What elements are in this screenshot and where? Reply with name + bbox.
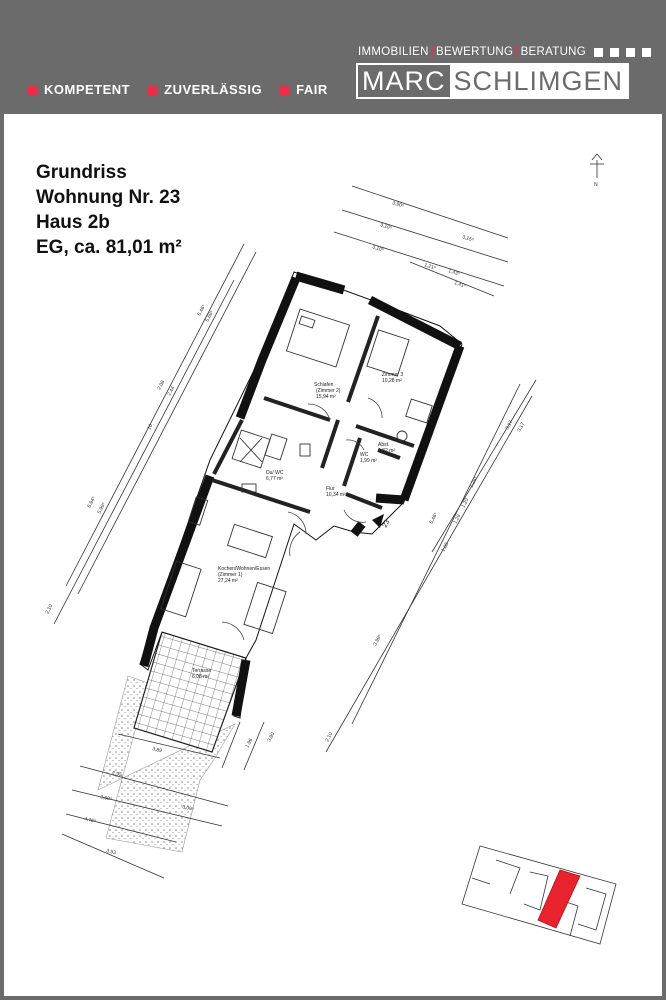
svg-text:10,28 m²: 10,28 m²: [382, 378, 402, 384]
tag-kompetent: KOMPETENT: [28, 82, 130, 97]
svg-text:5,94⁵: 5,94⁵: [86, 495, 98, 509]
svg-text:WC: WC: [360, 452, 369, 458]
svg-text:10,34 m²: 10,34 m²: [326, 492, 346, 498]
svg-text:1,43⁵: 1,43⁵: [447, 268, 461, 278]
svg-text:Kochen/Wohnen/Essen: Kochen/Wohnen/Essen: [218, 566, 271, 572]
plan-title: Grundriss Wohnung Nr. 23 Haus 2b EG, ca. 81,01 m²: [36, 162, 182, 258]
svg-text:27,24 m²: 27,24 m²: [218, 578, 238, 584]
svg-text:3,17: 3,17: [504, 419, 515, 431]
svg-text:5,99⁵: 5,99⁵: [96, 501, 108, 515]
svg-text:1,96: 1,96: [244, 737, 255, 749]
svg-text:5,46⁵: 5,46⁵: [196, 303, 208, 317]
svg-text:2,60⁵: 2,60⁵: [99, 794, 113, 803]
svg-text:Schlafen: Schlafen: [314, 382, 334, 388]
dimension-labels-top: [371, 200, 474, 289]
services-line: IMMOBILIEN | BEWERTUNG | BERATUNG: [358, 46, 651, 58]
svg-text:Terrasse: Terrasse: [192, 668, 212, 674]
svg-text:(Zimmer 1): (Zimmer 1): [218, 572, 243, 578]
svg-text:1,28⁵: 1,28⁵: [468, 475, 480, 489]
svg-text:(Zimmer 2): (Zimmer 2): [316, 388, 341, 394]
company-logo: MARC SCHLIMGEN: [356, 63, 629, 99]
svg-text:3,06⁵: 3,06⁵: [181, 804, 195, 813]
svg-text:2,95: 2,95: [111, 770, 123, 779]
dimension-lines-top: [334, 186, 508, 296]
svg-text:3,10⁵: 3,10⁵: [371, 244, 385, 254]
svg-text:Du/ WC: Du/ WC: [266, 470, 284, 476]
svg-text:5,46⁵: 5,46⁵: [428, 511, 440, 525]
svg-text:1,20: 1,20: [460, 497, 471, 509]
svg-text:3,89: 3,89: [151, 746, 163, 755]
svg-text:3,17: 3,17: [516, 421, 527, 433]
svg-text:5,69⁵: 5,69⁵: [204, 309, 216, 323]
svg-text:2,08: 2,08: [156, 379, 167, 391]
site-locator-map: [462, 846, 616, 944]
svg-text:3,99⁵: 3,99⁵: [372, 633, 384, 647]
svg-text:Flur: Flur: [326, 486, 335, 492]
tag-fair: FAIR: [280, 82, 328, 97]
svg-text:1,65: 1,65: [440, 541, 451, 553]
svg-text:3,90⁵: 3,90⁵: [391, 200, 405, 210]
svg-text:4,76⁵: 4,76⁵: [83, 816, 97, 825]
svg-text:2,10: 2,10: [324, 731, 335, 743]
svg-text:2,44: 2,44: [166, 385, 177, 397]
svg-text:3,90: 3,90: [266, 731, 277, 743]
svg-text:1,29: 1,29: [452, 513, 463, 525]
svg-text:Zimmer 3: Zimmer 3: [382, 372, 404, 378]
svg-text:15,94 m²: 15,94 m²: [316, 394, 336, 400]
svg-text:3,93: 3,93: [105, 848, 117, 857]
svg-text:6,08 m²: 6,08 m²: [192, 674, 209, 680]
svg-text:1,21⁵: 1,21⁵: [423, 262, 437, 272]
svg-text:Abst.: Abst.: [378, 442, 390, 448]
svg-text:2,10: 2,10: [44, 603, 55, 615]
svg-text:3,15⁵: 3,15⁵: [461, 234, 475, 244]
svg-text:1,82 m²: 1,82 m²: [378, 448, 395, 454]
north-arrow-icon: [590, 154, 604, 188]
svg-text:23: 23: [381, 518, 392, 529]
svg-text:1,41⁵: 1,41⁵: [453, 280, 467, 290]
svg-text:10: 10: [146, 423, 155, 431]
svg-text:6,77 m²: 6,77 m²: [266, 476, 283, 482]
svg-text:N: N: [594, 182, 598, 188]
svg-text:3,10⁵: 3,10⁵: [379, 222, 393, 232]
svg-text:1,99 m²: 1,99 m²: [360, 458, 377, 464]
tag-zuverlaessig: ZUVERLÄSSIG: [148, 82, 262, 97]
